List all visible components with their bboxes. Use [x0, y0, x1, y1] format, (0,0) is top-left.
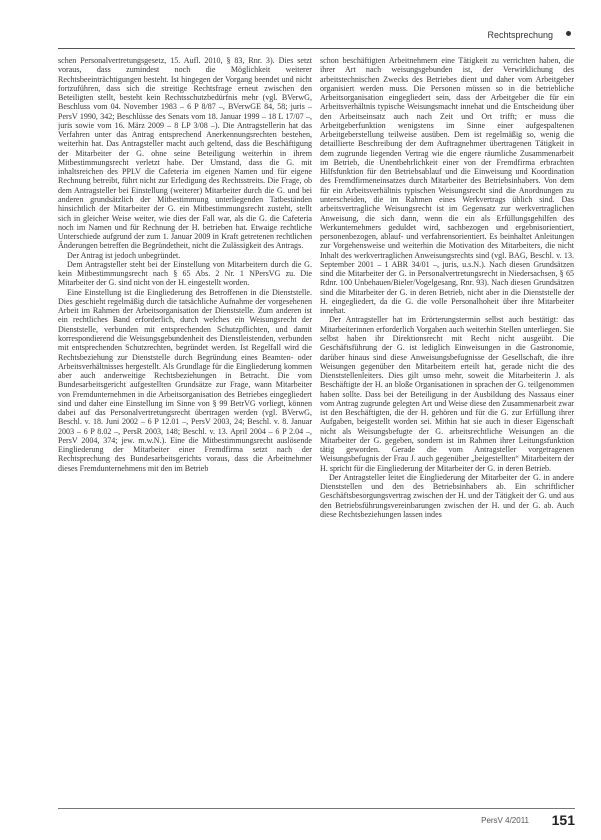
- running-header: [58, 30, 575, 49]
- page-footer: [58, 808, 575, 831]
- page-number: 151: [551, 812, 575, 828]
- paragraph: schen Personalvertretungsgesetz, 15. Aufl. 2010, § 83, Rnr. 3). Dies setzt voraus, dass zumindest noch die Möglichkeit weiterer Rechtsbeeinträchtigungen besteht. Ist hingegen der Vorgang beendet und nicht fortzuführen, dass sich die streitige Rechtsfrage erneut zwischen den Beteiligten stellt, besteht kein Rechtsschutzbedürfnis mehr (vgl. BVerwG, Beschluss vom 04. November 1983 – 6 P 8/87 –, BVerwGE 84, 58; juris – PersV 1990, 342; Beschlüsse des Senats vom 18. Januar 1999 – 18 L 17/07 –, juris sowie vom 16. März 2009 – 8 LP 3/08 –). Die Antragstellerin hat das Verfahren unter das Antrag entsprechend Anerkennungsrechten bestehen, weiterhin hat. Das Antragsteller macht auch geltend, dass die Beschäftigung der Mitarbeiter der G. ohne seine Beteiligung weiterhin in ihrem Mitbestimmungsrecht verletzt habe. Der Umstand, dass die G. mit inhaltsreichen des PPLV die Cafeteria im eigenen Namen und für eigene Rechnung betreibt, führt nicht zur Erledigung des Rechtsstreits. Die Frage, ob dem Antragsteller bei Einstellung (weiterer) Mitarbeiter durch die G. und bei anderen grundsätzlich der Mitbestimmung unterliegenden Tatbeständen hinsichtlich der Mitarbeiter der G. ein Mitbestimmungsrecht zusteht, stellt sich in gleicher Weise weiter, wie dies der Fall war, als die G. die Cafeteria noch im Namen und für Rechnung der H. betrieben hat. Etwaige rechtliche Unterschiede aufgrund der zum 1. Januar 2009 in Kraft getretenen rechtlichen Änderungen betreffen die Begründetheit, nicht die Zulässigkeit des Antrags.: [58, 56, 312, 251]
- left-column: [58, 56, 312, 806]
- bullet-icon: [566, 31, 571, 36]
- paragraph: Der Antragsteller leitet die Eingliederung der Mitarbeiter der G. in andere Dienststellen und den des Betriebsinhabers ab. Ein schriftlicher Geschäftsbesorgungsvertrag zwischen der H. und der Tätigkeit der G. und aus den Betriebsführungsvereinbarungen zwischen der H. und der G. ab. Auch diese Rechtsbeziehungen lassen indes: [320, 472, 574, 520]
- section-title: Rechtsprechung: [487, 30, 553, 40]
- journal-issue: PersV 4/2011: [481, 816, 529, 825]
- paragraph: Dem Antragsteller steht bei der Einstellung von Mitarbeitern durch die G. kein Mitbestimmungsrecht nach § 65 Abs. 2 Nr. 1 NPersVG zu. Die Mitarbeiter der G. sind nicht von der H. eingestellt worden.: [58, 259, 312, 288]
- paragraph: schon beschäftigten Arbeitnehmern eine Tätigkeit zu verrichten haben, die ihrer Art nach weisungsgebunden ist, der Verwirklichung des arbeitstechnischen Zwecks des Betriebes dient und daher vom Arbeitgeber organisiert werden muss. Die Personen müssen so in die betriebliche Arbeitsorganisation eingegliedert sein, dass der Arbeitgeber die für ein Arbeitsverhältnis typische Weisungsmacht innehat und die Entscheidung über den Arbeitseinsatz auch nach Zeit und Ort trifft; er muss die Arbeitgeberfunktion wenigstens im Sinne einer aufgespaltenen Arbeitgeberstellung teilweise ausüben. Dem ist regelmäßig so, wenig die detaillierte Beschreibung der dem Auftragnehmer übertragenen Tätigkeit in dem zugrunde liegenden Vertrag wie die engere räumliche Zusammenarbeit im Betrieb, die Unentbehrlichkeit einer von der Fremdfirma erbrachten Hilfsfunktion für den Betriebsablauf und die Einweisung und Koordination des Fremdfirmeneinsatzes durch Mitarbeiter des Betriebsinhabers. Von dem für ein Arbeitsverhältnis typischen Weisungsrecht sind die Anordnungen zu unterscheiden, die im Rahmen eines Werkvertrags üblich sind. Das arbeitsvertragliche Weisungsrecht ist im Gegensatz zur werkvertraglichen Anweisung, die sich dann, wenn die ein als Erfüllungsgehilfen des Werkunternehmers geduldet wird, sachbezogen und ergebnisorientiert, personenbezogen, ablauf- und verfahrensorientiert. Es beinhaltet Anleitungen zur Vorgehensweise und weiterhin die Motivation des Mitarbeiters, die nicht Inhalt des werkvertraglichen Anweisungsrechts sind (vgl. BAG, Beschl. v. 13. September 2001 – 1 ABR 34/01 –, juris, u.s.N.). Nach diesen Grundsätzen sind die Mitarbeiter der G. in Personalvertretungsrecht in Niedersachsen, § 65 Rdnr. 100 Unbehauen/Bieler/Vogelgesang, Rnr. 93). Nach diesen Grundsätzen sind die Mitarbeiter der G. in deren Betrieb, nicht aber in die Dienststelle der H. eingegliedert, da die G. die volle Personalhoheit über ihre Mitarbeiter innehat.: [320, 56, 574, 316]
- paragraph: Der Antragsteller hat im Erörterungstermin selbst auch bestätigt: das Mitarbeiterinnen erforderlich Vorgaben auch weiterhin Stellen unterliegen. Sie selbst haben ihr Direktionsrecht mit Recht nicht ausgeübt. Die Geschäftsführung der G. ist lediglich Einweisungen in die Gastronomie, darüber hinaus sind diese Anweisungsbefugnisse der Gesellschaft, die ihre Weisungen gegenüber den Mitarbeitern erteilt hat, gerade nicht die des Dienststellenleiters. Dies gilt umso mehr, soweit die Mitarbeiterin J. als Beschäftigte der H. an bloße Organisationen in sprachen der G. teilgenommen haben sollte. Dass bei der Beteiligung in der Ausbildung des Nassaus einer vom Antrag zugrunde gelegten Art und Weise diese den Zusammenarbeit zwar ist den Beschäftigten, die der H. gehören und für die G. zur Erfüllung ihrer Aufgaben, beigestellt worden sei. Mithin hat sie auch in dieser Eigenschaft nicht als Weisungsbefugte der G. arbeitsrechtliche Weisungen an die Mitarbeiter der G. gegeben, sondern ist im Rahmen ihrer Leitungsfunktion tätig geworden. Gerade die vom Antragsteller vorgetragenen Weisungsbefugnis der Frau J. auch gegenüber „beigestellten“ Mitarbeitern der H. spricht für die Eingliederung der Mitarbeiter der G. in deren Betrieb.: [320, 315, 574, 473]
- article-body: [58, 56, 574, 806]
- paragraph: Der Antrag ist jedoch unbegründet.: [67, 250, 181, 260]
- paragraph: Eine Einstellung ist die Eingliederung des Betroffenen in die Dienststelle. Dies geschieht regelmäßig durch die tatsächliche Aufnahme der vorgesehenen Arbeit im Rahmen der Arbeitsorganisation der Dienststelle. Zum anderen ist ein rechtliches Band erforderlich, durch welches ein Weisungsrecht der Dienststelle, verbunden mit entsprechenden Schutzpflichten, und damit korrespondierend die Weisungsgebundenheit des Dienstleistenden, verbunden mit entsprechenden Schutzrechten, begründet werden. Ist Regelfall wird die Rechtsbeziehung zur Dienststelle durch Begründung eines Beamten- oder Arbeitsverhältnisses hergestellt. Als Grundlage für die Eingliederung kommen aber auch anderweitige Rechtsbeziehungen in Betracht. Die vom Bundesarbeitsgericht aufgestellten Grundsätze zur Frage, wann Mitarbeiter von Fremdunternehmen in die Arbeitsorganisation des Betriebes eingegliedert sind und daher eine Einstellung im Sinne von § 99 BetrVG vorliegt, können dabei auf das Personalvertretungsrecht übertragen werden (vgl. BVerwG, Beschl. v. 18. Juni 2002 – 6 P 12.01 –, PersV 2003, 24; Beschl. v. 8. Januar 2003 – 6 P 8.02 –, PersR 2003, 148; Beschl. v. 13. April 2004 – 6 P 2.04 –, PersV 2004, 374; jew. m.w.N.). Eine die Mitbestimmungsrecht auslösende Eingliederung der Mitarbeiter einer Fremdfirma setzt nach der Rechtsprechung des Bundesarbeitsgerichts voraus, dass die Arbeitnehmer dieses Fremdunternehmens mit den im Betrieb: [58, 287, 312, 473]
- right-column: [320, 56, 574, 806]
